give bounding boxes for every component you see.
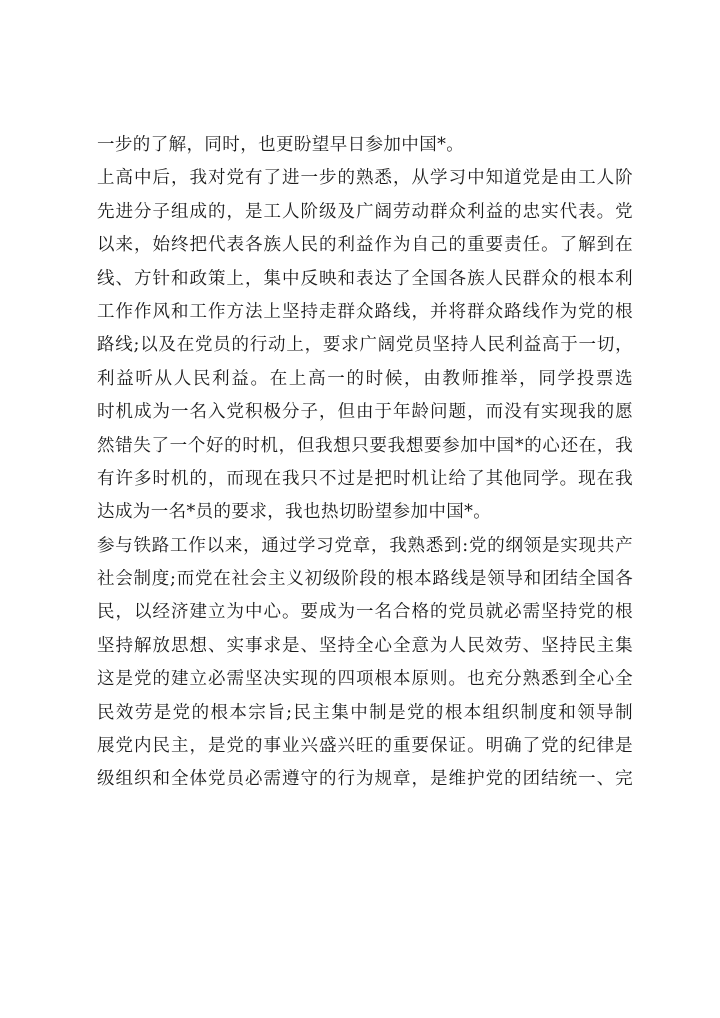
text-line: 民，以经济建立为中心。要成为一名合格的党员就必需坚持党的根 [97, 602, 633, 623]
text-line: 这是党的建立必需坚决实现的四项根本原则。也充分熟悉到全心全 [97, 669, 633, 690]
text-line: 有许多时机的，而现在我只不过是把时机让给了其他同学。现在我 [97, 468, 633, 489]
text-line: 一步的了解，同时，也更盼望早日参加中国*。 [97, 135, 465, 155]
text-line: 路线;以及在党员的行动上，要求广阔党员坚持人民利益高于一切， [97, 335, 633, 356]
text-line: 然错失了一个好的时机，但我想只要我想要参加中国*的心还在，我 [97, 435, 633, 456]
text-line: 先进分子组成的，是工人阶级及广阔劳动群众利益的忠实代表。党 [97, 201, 633, 222]
text-line: 线、方针和政策上，集中反映和表达了全国各族人民群众的根本利 [97, 268, 633, 289]
text-line: 工作作风和工作方法上坚持走群众路线，并将群众路线作为党的根 [97, 301, 633, 322]
text-line: 参与铁路工作以来，通过学习党章，我熟悉到:党的纲领是实现共产 [97, 535, 633, 556]
text-line: 社会制度;而党在社会主义初级阶段的根本路线是领导和团结全国各 [97, 569, 633, 590]
text-line: 级组织和全体党员必需遵守的行为规章，是维护党的团结统一、完 [97, 769, 633, 790]
text-line: 上高中后，我对党有了进一步的熟悉，从学习中知道党是由工人阶 [97, 168, 633, 189]
text-line: 坚持解放思想、实事求是、坚持全心全意为人民效劳、坚持民主集 [97, 635, 633, 656]
text-line: 达成为一名*员的要求，我也热切盼望参加中国*。 [97, 502, 492, 523]
text-line: 以来，始终把代表各族人民的利益作为自己的重要责任。了解到在 [97, 235, 633, 256]
text-line: 时机成为一名入党积极分子，但由于年龄问题，而没有实现我的愿 [97, 402, 633, 423]
text-line: 利益听从人民利益。在上高一的时候，由教师推举，同学投票选 [97, 368, 633, 389]
text-line: 民效劳是党的根本宗旨;民主集中制是党的根本组织制度和领导制 [97, 702, 633, 723]
document-body [97, 129, 633, 797]
text-line: 展党内民主，是党的事业兴盛兴旺的重要保证。明确了党的纪律是 [97, 736, 633, 757]
